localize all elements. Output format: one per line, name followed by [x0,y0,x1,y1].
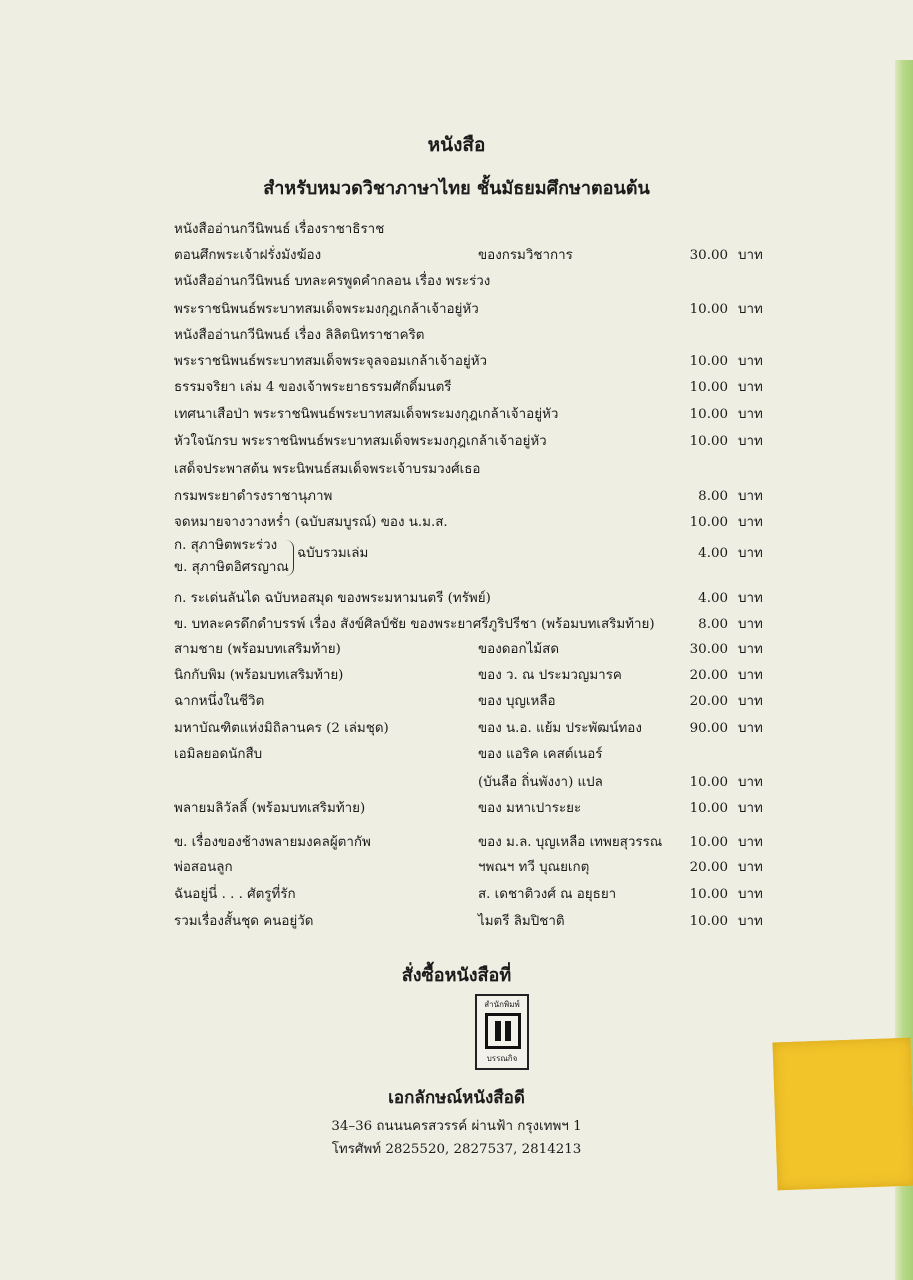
book-row [0,689,913,715]
publisher-logo [475,994,529,1070]
book-title: เสด็จประพาสต้น พระนิพนธ์สมเด็จพระเจ้าบรมวงศ์เธอ [174,462,481,477]
book-row [0,375,913,401]
book-row [0,323,913,349]
book-row [0,612,913,638]
order-heading: สั่งซื้อหนังสือที่ [401,965,512,986]
book-currency: บาท [738,515,763,530]
bundle-currency: บาท [738,546,763,561]
book-row [0,457,913,483]
book-author: ของ ว. ณ ประมวญมารค [478,668,622,683]
publisher-name: เอกลักษณ์หนังสือดี [388,1088,525,1108]
book-currency: บาท [738,380,763,395]
book-row [0,855,913,881]
book-author: ของกรมวิชาการ [478,248,573,263]
book-title: พลายมลิวัลลิ์ (พร้อมบทเสริมท้าย) [174,801,366,816]
book-row [0,770,913,796]
book-author: ของ มหาเปาระยะ [478,801,582,816]
book-title: ตอนศึกพระเจ้าฝรั่งมังฆ้อง [174,248,322,263]
book-currency: บาท [738,591,763,606]
book-row [0,882,913,908]
book-title: รวมเรื่องสั้นชุด คนอยู่วัด [174,914,314,929]
book-price: 10.00 [689,515,728,530]
book-title: เทศนาเสือป่า พระราชนิพนธ์พระบาทสมเด็จพระมงกุฎเกล้าเจ้าอยู่หัว [174,407,559,422]
book-price: 20.00 [689,694,728,709]
book-title: มหาบัณฑิตแห่งมิถิลานคร (2 เล่มชุด) [174,721,389,736]
book-title: ข. เรื่องของช้างพลายมงคลผู้ตากัพ [174,835,371,850]
bundle-price: 4.00 [698,546,728,561]
book-row [0,269,913,295]
yellow-sticker [772,1038,913,1191]
book-author: (บันลือ ถิ่นพังงา) แปล [478,775,603,790]
book-author: ของ น.อ. แย้ม ประพัฒน์ทอง [478,721,642,736]
book-currency: บาท [738,354,763,369]
book-price: 10.00 [689,914,728,929]
book-row [0,716,913,742]
book-currency: บาท [738,914,763,929]
logo-top-text: สำนักพิมพ์ [484,1000,520,1009]
book-price: 8.00 [698,489,728,504]
book-row [0,830,913,856]
book-row [0,402,913,428]
book-row [0,637,913,663]
book-price: 10.00 [689,801,728,816]
book-title: หนังสืออ่านกวีนิพนธ์ บทละครพูดคำกลอน เรื่อง พระร่วง [174,274,491,289]
book-title: หัวใจนักรบ พระราชนิพนธ์พระบาทสมเด็จพระมงกุฎเกล้าเจ้าอยู่หัว [174,434,547,449]
book-title: ฉันอยู่นี่ . . . ศัตรูที่รัก [174,887,296,902]
book-price: 10.00 [689,887,728,902]
logo-mark-icon [485,1013,521,1049]
book-currency: บาท [738,801,763,816]
book-price: 10.00 [689,835,728,850]
book-currency: บาท [738,694,763,709]
book-price: 20.00 [689,668,728,683]
book-row [0,243,913,269]
book-title: พระราชนิพนธ์พระบาทสมเด็จพระมงกุฎเกล้าเจ้าอยู่หัว [174,302,479,317]
page-title: หนังสือ [427,134,486,156]
book-title: ฉากหนึ่งในชีวิต [174,694,265,709]
book-author: ของดอกไม้สด [478,642,560,657]
bundle-label: ฉบับรวมเล่ม [297,546,369,561]
book-author: ฯพณฯ ทวี บุณยเกตุ [478,860,590,875]
book-row [0,217,913,243]
book-currency: บาท [738,721,763,736]
book-price: 10.00 [689,407,728,422]
book-title: นิกกับพิม (พร้อมบทเสริมท้าย) [174,668,344,683]
book-title: เอมิลยอดนักสืบ [174,747,263,762]
book-title: พ่อสอนลูก [174,860,233,875]
book-currency: บาท [738,489,763,504]
book-currency: บาท [738,302,763,317]
book-currency: บาท [738,835,763,850]
book-row [0,586,913,612]
logo-bottom-text: บรรณกิจ [486,1054,518,1063]
book-price: 10.00 [689,380,728,395]
book-title: ข. สุภาษิตอิศรญาณ [174,560,289,575]
book-author: ส. เดชาติวงศ์ ณ อยุธยา [478,887,617,902]
book-price: 90.00 [689,721,728,736]
book-row [0,484,913,510]
book-currency: บาท [738,668,763,683]
book-author: ของ ม.ล. บุญเหลือ เทพยสุวรรณ [478,835,663,850]
book-currency: บาท [738,617,763,632]
book-title: ก. ระเด่นลันได ฉบับหอสมุด ของพระมหามนตรี (ทรัพย์) [174,591,491,606]
book-row [0,796,913,822]
book-price: 10.00 [689,775,728,790]
book-row [0,349,913,375]
bundle-row [0,541,913,567]
book-currency: บาท [738,775,763,790]
book-price: 10.00 [689,434,728,449]
book-price: 10.00 [689,302,728,317]
book-title: ก. สุภาษิตพระร่วง [174,538,278,553]
publisher-phone: โทรศัพท์ 2825520, 2827537, 2814213 [331,1142,582,1157]
book-currency: บาท [738,887,763,902]
book-price: 30.00 [689,248,728,263]
publisher-address: 34–36 ถนนนครสวรรค์ ผ่านฟ้า กรุงเทพฯ 1 [331,1119,582,1134]
book-row [0,909,913,935]
book-currency: บาท [738,434,763,449]
book-author: ของ บุญเหลือ [478,694,556,709]
book-title: ข. บทละครดึกดำบรรพ์ เรื่อง สังข์ศิลป์ชัย ของพระยาศรีภูริปรีชา (พร้อมบทเสริมท้าย) [174,617,655,632]
book-currency: บาท [738,642,763,657]
book-title: ธรรมจริยา เล่ม 4 ของเจ้าพระยาธรรมศักดิ์มนตรี [174,380,452,395]
book-price: 8.00 [698,617,728,632]
book-title: สามชาย (พร้อมบทเสริมท้าย) [174,642,341,657]
book-title: พระราชนิพนธ์พระบาทสมเด็จพระจุลจอมเกล้าเจ้าอยู่หัว [174,354,488,369]
book-currency: บาท [738,860,763,875]
book-row [0,297,913,323]
book-currency: บาท [738,248,763,263]
book-currency: บาท [738,407,763,422]
book-price: 10.00 [689,354,728,369]
page-subtitle: สำหรับหมวดวิชาภาษาไทย ชั้นมัธยมศึกษาตอนต้น [263,178,650,199]
book-author: ของ แอริค เคสต์เนอร์ [478,747,603,762]
book-row [0,663,913,689]
book-price: 30.00 [689,642,728,657]
book-price: 20.00 [689,860,728,875]
book-author: ไมตรี ลิมปิชาติ [478,914,565,929]
book-title: หนังสืออ่านกวีนิพนธ์ เรื่องราชาธิราช [174,222,385,237]
book-row [0,742,913,768]
book-row [0,429,913,455]
book-title: หนังสืออ่านกวีนิพนธ์ เรื่อง ลิลิตนิทราชาคริต [174,328,425,343]
book-title: กรมพระยาดำรงราชานุภาพ [174,489,333,504]
book-price: 4.00 [698,591,728,606]
book-title: จดหมายจางวางหร่ำ (ฉบับสมบูรณ์) ของ น.ม.ส. [174,515,448,530]
